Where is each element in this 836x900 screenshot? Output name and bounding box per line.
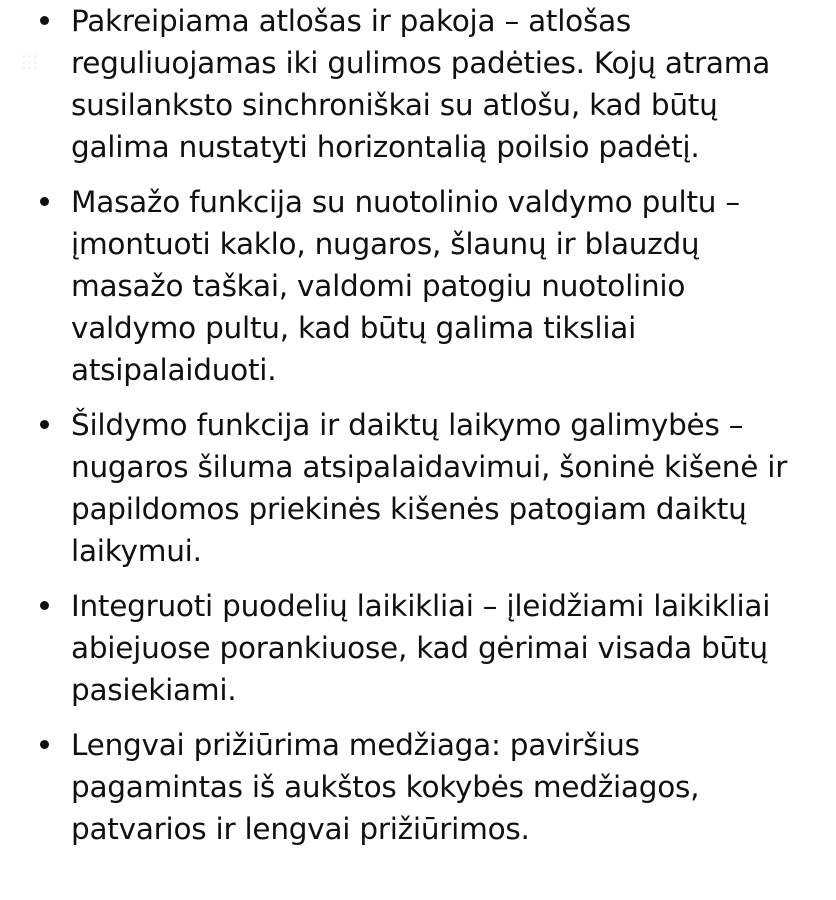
list-item	[0, 724, 836, 850]
feature-text: Lengvai prižiūrima medžiaga: paviršius pagamintas iš aukštos kokybės medžiagos, patvarios ir lengvai prižiūrimos.	[71, 728, 700, 846]
bullet-icon	[40, 740, 49, 749]
feature-text: Šildymo funkcija ir daiktų laikymo galimybės – nugaros šiluma atsipalaidavimui, šoninė kišenė ir papildomos priekinės kišenės patogiam daiktų laikymui.	[71, 408, 788, 568]
feature-text: Pakreipiama atlošas ir pakoja – atlošas reguliuojamas iki gulimos padėties. Kojų atrama susilanksto sinchroniškai su atlošu, kad būtų galima nustatyti horizontalią poilsio padėtį.	[71, 4, 771, 164]
bullet-icon	[40, 601, 49, 610]
bullet-icon	[40, 197, 49, 206]
list-item	[0, 0, 836, 168]
feature-text: Masažo funkcija su nuotolinio valdymo pultu – įmontuoti kaklo, nugaros, šlaunų ir blauzdų masažo taškai, valdomi patogiu nuotolinio valdymo pultu, kad būtų galima tiksliai atsipalaiduoti.	[71, 185, 740, 387]
feature-text: Integruoti puodelių laikikliai – įleidžiami laikikliai abiejuose porankiuose, kad gėrimai visada būtų pasiekiami.	[71, 589, 771, 707]
bullet-icon	[40, 16, 49, 25]
bullet-icon	[40, 420, 49, 429]
list-item	[0, 404, 836, 572]
list-item	[0, 181, 836, 391]
list-item	[0, 585, 836, 711]
